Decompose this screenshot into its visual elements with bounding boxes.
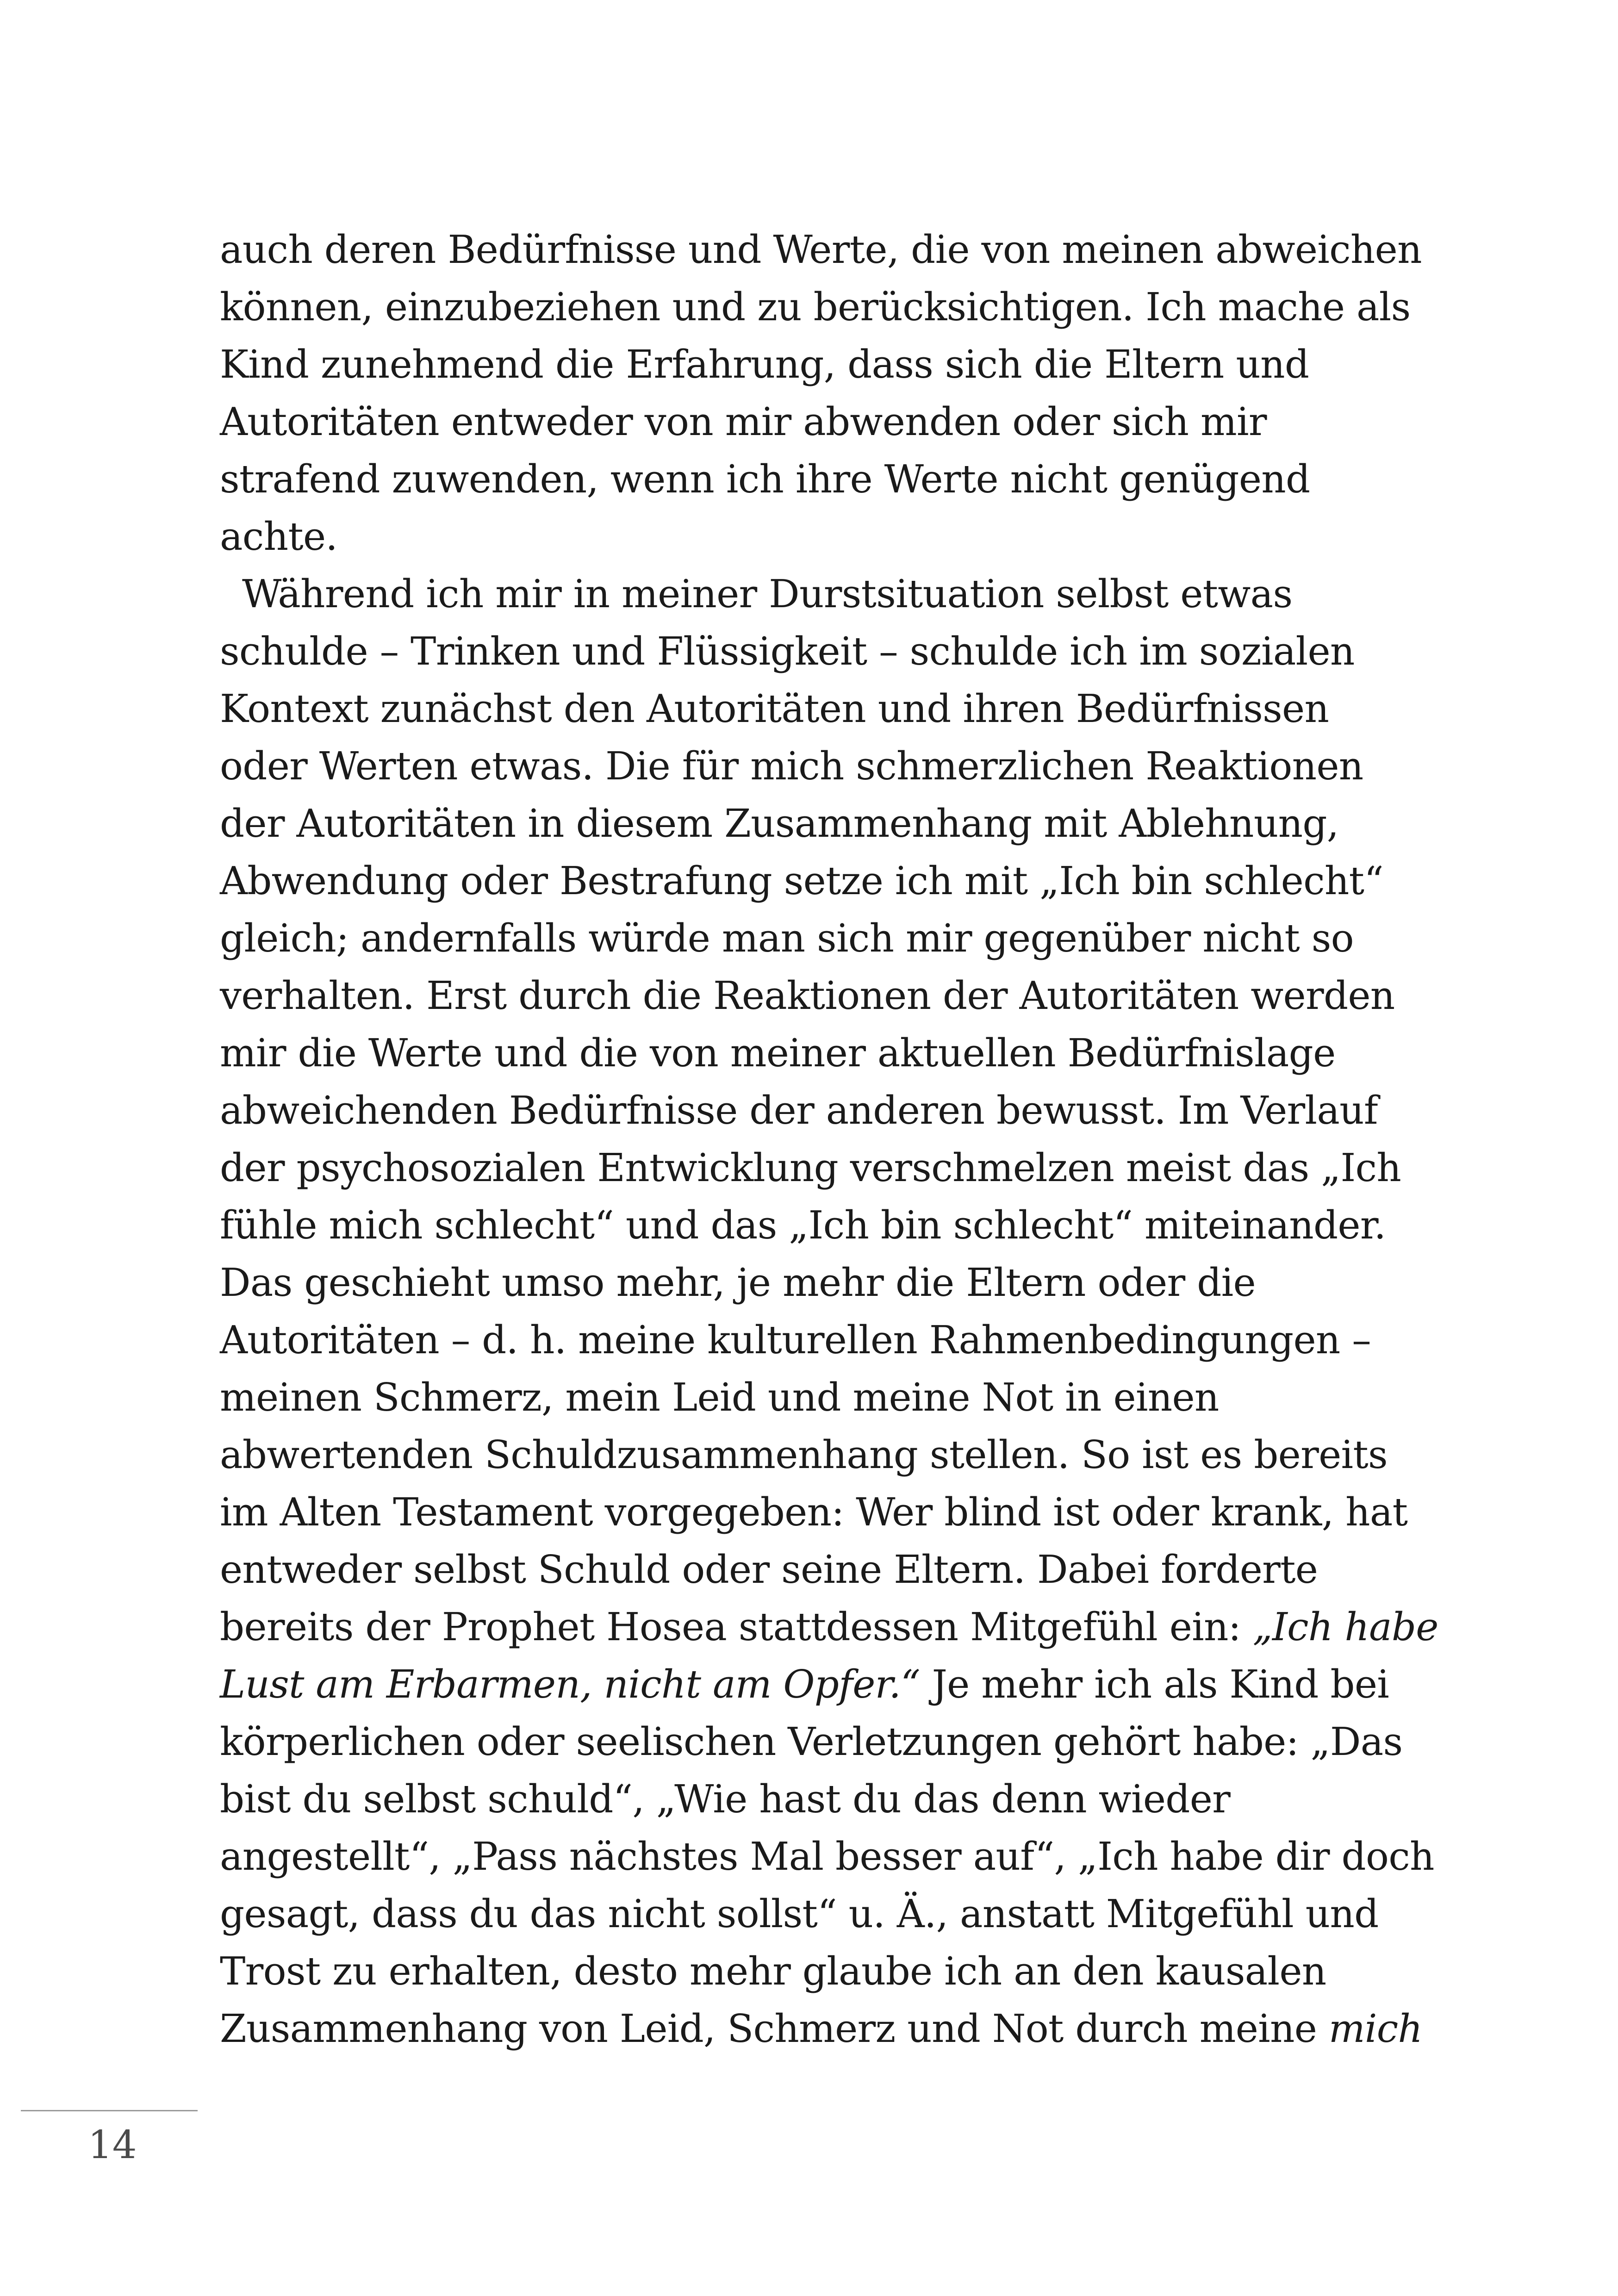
emphasis-italic: mich: [1328, 2006, 1423, 2051]
text-line: können, einzubeziehen und zu berücksichtigen. Ich mache als: [220, 285, 1411, 330]
text-segment: Je mehr ich als Kind bei: [920, 1662, 1389, 1707]
text-line: bist du selbst schuld“, „Wie hast du das denn wieder: [220, 1777, 1231, 1822]
text-line: der Autoritäten in diesem Zusammenhang mit Ablehnung,: [220, 801, 1339, 846]
text-line: fühle mich schlecht“ und das „Ich bin schlecht“ miteinander.: [220, 1203, 1386, 1248]
text-line: achte.: [220, 514, 338, 559]
quote-italic: „Ich habe: [1252, 1605, 1438, 1649]
text-line: der psychosozialen Entwicklung verschmelzen meist das „Ich: [220, 1145, 1401, 1190]
text-line: auch deren Bedürfnisse und Werte, die von meinen abweichen: [220, 227, 1422, 272]
text-line: mir die Werte und die von meiner aktuellen Bedürfnislage: [220, 1031, 1336, 1076]
text-line: abwertenden Schuldzusammenhang stellen. So ist es bereits: [220, 1432, 1388, 1477]
text-line: Trost zu erhalten, desto mehr glaube ich an den kausalen: [220, 1949, 1326, 1994]
text-line: strafend zuwenden, wenn ich ihre Werte nicht genügend: [220, 457, 1310, 502]
paragraph-start-line: Während ich mir in meiner Durstsituation selbst etwas: [242, 572, 1293, 616]
text-line: schulde – Trinken und Flüssigkeit – schulde ich im sozialen: [220, 629, 1355, 674]
quote-italic: Lust am Erbarmen, nicht am Opfer.“: [220, 1662, 920, 1707]
text-line: abweichenden Bedürfnisse der anderen bewusst. Im Verlauf: [220, 1088, 1378, 1133]
text-line: angestellt“, „Pass nächstes Mal besser auf“, „Ich habe dir doch: [220, 1834, 1434, 1879]
text-line: [220, 2000, 1423, 2058]
text-line: meinen Schmerz, mein Leid und meine Not in einen: [220, 1375, 1219, 1420]
text-line: verhalten. Erst durch die Reaktionen der Autoritäten werden: [220, 973, 1395, 1018]
text-line: Autoritäten entweder von mir abwenden oder sich mir: [220, 399, 1267, 444]
text-line: Das geschieht umso mehr, je mehr die Eltern oder die: [220, 1260, 1256, 1305]
text-line: [220, 1599, 1438, 1656]
text-line: Autoritäten – d. h. meine kulturellen Rahmenbedingungen –: [220, 1318, 1371, 1363]
text-line: gleich; andernfalls würde man sich mir gegenüber nicht so: [220, 916, 1354, 961]
text-segment: bereits der Prophet Hosea stattdessen Mitgefühl ein:: [220, 1605, 1253, 1649]
text-line: gesagt, dass du das nicht sollst“ u. Ä., anstatt Mitgefühl und: [220, 1892, 1379, 1936]
footer-divider: [21, 2110, 198, 2111]
body-text: [220, 221, 1438, 2058]
text-segment: Zusammenhang von Leid, Schmerz und Not durch meine: [220, 2006, 1329, 2051]
text-line: im Alten Testament vorgegeben: Wer blind ist oder krank, hat: [220, 1490, 1408, 1535]
text-line: Kontext zunächst den Autoritäten und ihren Bedürfnissen: [220, 686, 1329, 731]
text-line: Kind zunehmend die Erfahrung, dass sich die Eltern und: [220, 342, 1309, 387]
text-line: [220, 1656, 1423, 1713]
text-line: körperlichen oder seelischen Verletzungen gehört habe: „Das: [220, 1719, 1403, 1764]
text-line: oder Werten etwas. Die für mich schmerzlichen Reaktionen: [220, 744, 1363, 789]
text-line: entweder selbst Schuld oder seine Eltern. Dabei forderte: [220, 1547, 1318, 1592]
page-number: 14: [88, 2122, 137, 2167]
text-line: Abwendung oder Bestrafung setze ich mit „Ich bin schlecht“: [220, 859, 1384, 903]
